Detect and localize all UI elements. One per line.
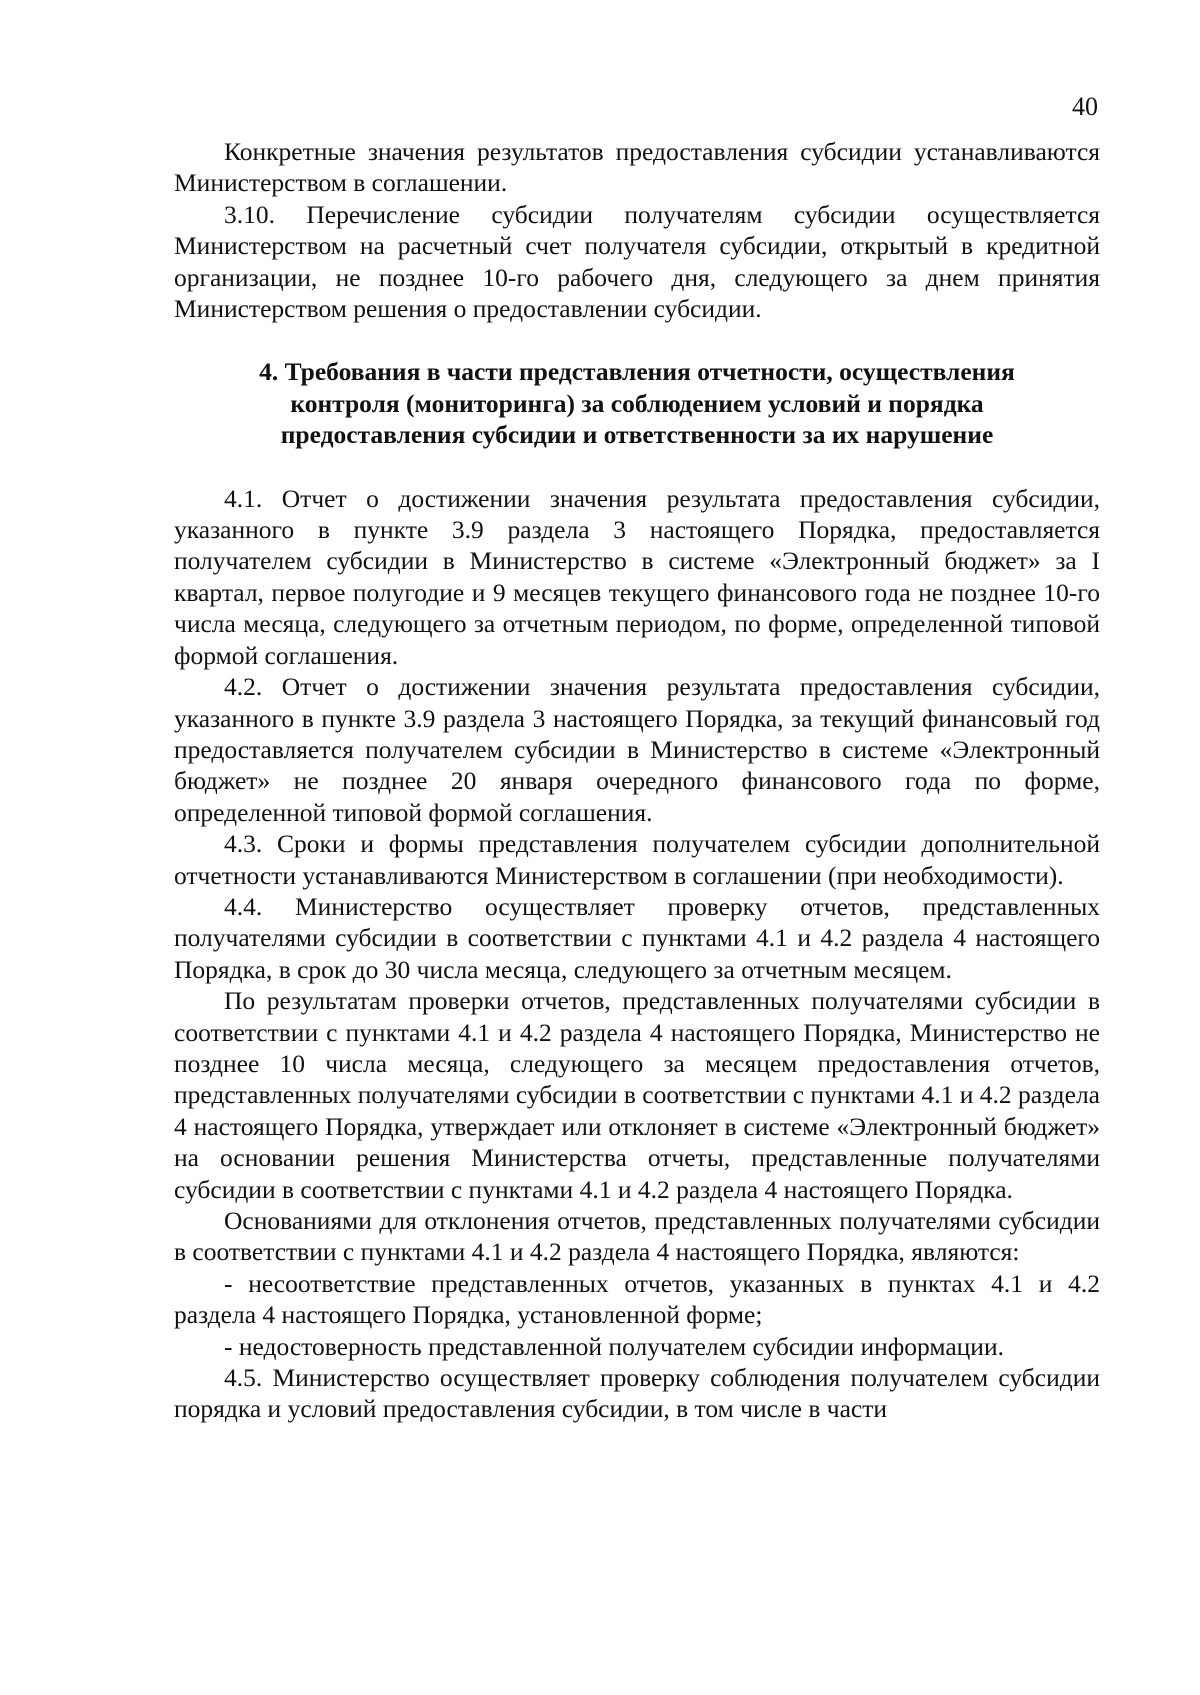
section-4-heading <box>174 356 1100 450</box>
paragraph-4-5: 4.5. Министерство осуществляет проверку соблюдения получателем субсидии порядка и условий предоставления субсидии, в том числе в части <box>174 1363 1100 1424</box>
heading-line-3: предоставления субсидии и ответственности за их нарушение <box>280 420 994 450</box>
paragraph-4-3: 4.3. Сроки и формы представления получателем субсидии дополнительной отчетности устанавливаются Министерством в соглашении (при необходимости). <box>174 829 1100 890</box>
heading-line-2: контроля (мониторинга) за соблюдением условий и порядка <box>290 388 984 418</box>
paragraph-results-values: Конкретные значения результатов предоставления субсидии устанавливаются Министерством в соглашении. <box>174 137 1100 198</box>
paragraph-4-2: 4.2. Отчет о достижении значения результата предоставления субсидии, указанного в пункте 3.9 раздела 3 настоящего Порядка, за текущий финансовый год предоставляется получателем субсидии в Министерство в системе «Электронный бюджет» не позднее 20 января очередного финансового года по форме, определенной типовой формой соглашения. <box>174 672 1100 827</box>
paragraph-rejection-grounds: Основаниями для отклонения отчетов, представленных получателями субсидии в соответствии с пунктами 4.1 и 4.2 раздела 4 настоящего Порядка, являются: <box>174 1206 1100 1267</box>
paragraph-4-1: 4.1. Отчет о достижении значения результата предоставления субсидии, указанного в пункте 3.9 раздела 3 настоящего Порядка, предоставляется получателем субсидии в Министерство в системе «Электронный бюджет» за I квартал, первое полугодие и 9 месяцев текущего финансового года не позднее 10-го числа месяца, следующего за отчетным периодом, по форме, определенной типовой формой соглашения. <box>174 483 1100 670</box>
heading-line-1: 4. Требования в части представления отчетности, осуществления <box>259 357 1015 387</box>
paragraph-3-10: 3.10. Перечисление субсидии получателям субсидии осуществляется Министерством на расчетный счет получателя субсидии, открытый в кредитной организации, не позднее 10-го рабочего дня, следующего за днем принятия Министерством решения о предоставлении субсидии. <box>174 199 1100 324</box>
list-item-nonconformity: - несоответствие представленных отчетов, указанных в пунктах 4.1 и 4.2 раздела 4 настоящего Порядка, установленной форме; <box>174 1268 1100 1330</box>
page-number: 40 <box>1072 92 1098 121</box>
document-body <box>174 136 1100 1425</box>
paragraph-review-results: По результатам проверки отчетов, представленных получателями субсидии в соответствии с пунктами 4.1 и 4.2 раздела 4 настоящего Порядка, Министерство не позднее 10 числа месяца, следующего за месяцем предоставления отчетов, представленных получателями субсидии в соответствии с пунктами 4.1 и 4.2 раздела 4 настоящего Порядка, утверждает или отклоняет в системе «Электронный бюджет» на основании решения Министерства отчеты, представленные получателями субсидии в соответствии с пунктами 4.1 и 4.2 раздела 4 настоящего Порядка. <box>174 986 1100 1204</box>
paragraph-4-4: 4.4. Министерство осуществляет проверку отчетов, представленных получателями субсидии в соответствии с пунктами 4.1 и 4.2 раздела 4 настоящего Порядка, в срок до 30 числа месяца, следующего за отчетным месяцем. <box>174 891 1100 984</box>
list-item-unreliability: - недостоверность представленной получателем субсидии информации. <box>224 1331 1004 1361</box>
